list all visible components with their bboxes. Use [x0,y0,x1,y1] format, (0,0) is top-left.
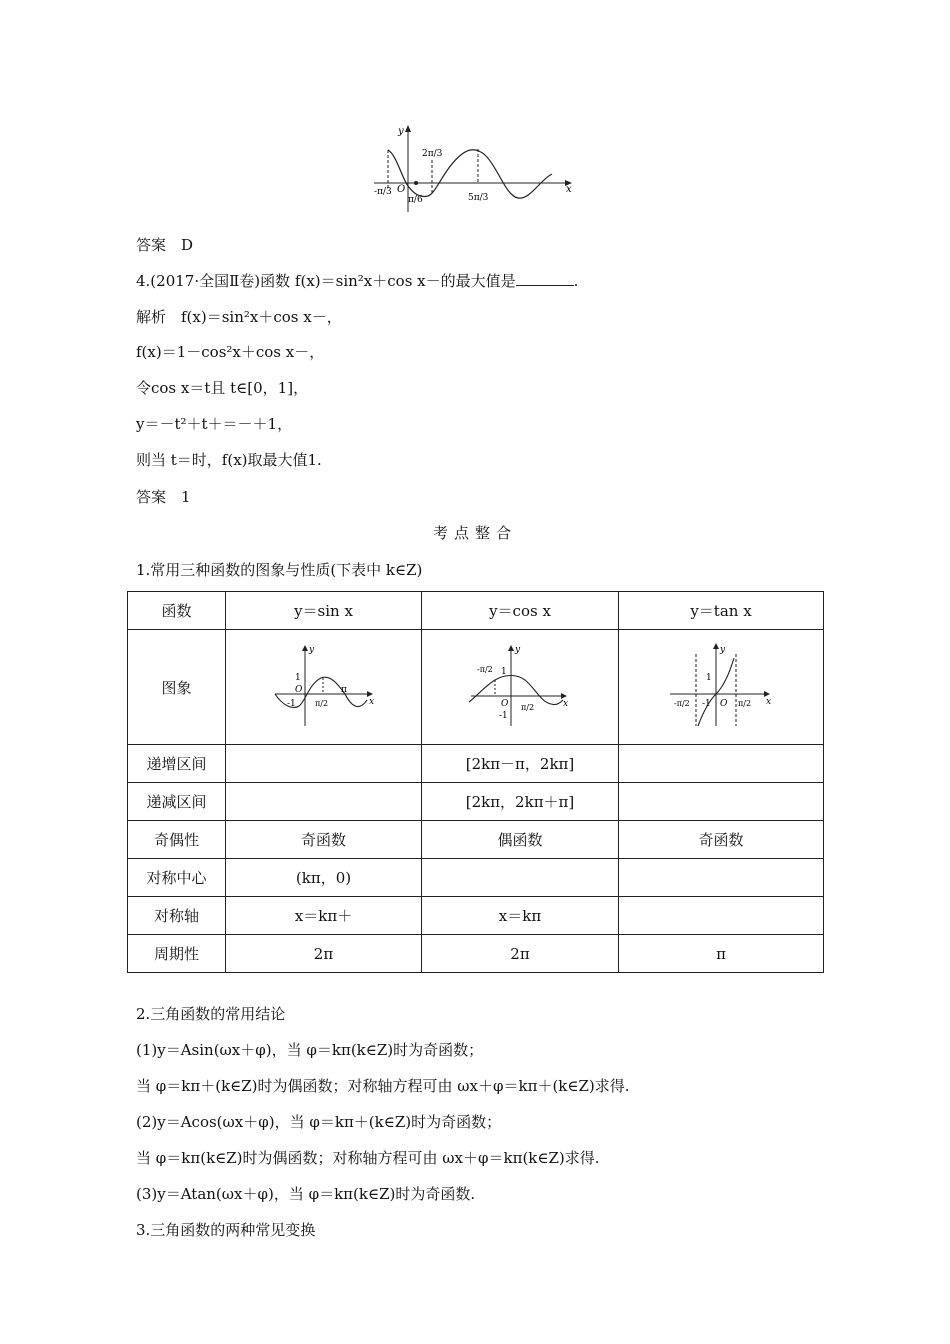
top-function-graph [370,122,580,214]
curve [388,150,552,198]
table-cell: x＝kπ [422,897,619,935]
header-cell: y＝sin x [226,592,422,630]
sin-graph-cell [226,630,422,745]
table-row [128,897,824,935]
conclusion-line-1: (1)y＝Asin(ωx＋φ)，当 φ＝kπ(k∈Z)时为奇函数； [136,1041,484,1059]
mini-one-label: 1 [501,667,507,677]
row-label: 对称轴 [128,897,226,935]
trig-properties-table [127,591,824,973]
cos-graph-cell [422,630,619,745]
table-cell: (kπ，0) [226,859,422,897]
table-row [128,745,824,783]
mini-y-label: y [720,645,726,655]
table-cell [226,783,422,821]
table-row [128,935,824,973]
table-row-graphs [128,630,824,745]
mini-neg-pi-2-label: -π/2 [674,699,690,708]
solution-line-4: y＝－t²＋t＋＝－＋1， [136,415,293,433]
item-1-heading: 1.常用三种函数的图象与性质(下表中 k∈Z) [136,561,423,579]
arrow-icon [713,643,719,649]
solution-line-1: 解析 f(x)＝sin²x＋cos x－， [136,308,342,326]
arrow-icon [508,645,514,651]
mini-one-label: 1 [706,673,712,683]
mini-pi-2-label: π/2 [314,699,328,708]
table-cell: 奇函数 [226,821,422,859]
table-cell [619,745,824,783]
row-label: 递增区间 [128,745,226,783]
solution-line-5: 则当 t＝时，f(x)取最大值1. [136,451,322,469]
mini-x-label: x [766,697,772,707]
table-cell: 奇函数 [619,821,824,859]
row-label: 奇偶性 [128,821,226,859]
table-row [128,859,824,897]
solution-line-2: f(x)＝1－cos²x＋cos x－， [136,343,325,361]
header-cell: y＝tan x [619,592,824,630]
mini-y-label: y [515,645,521,655]
row-label: 对称中心 [128,859,226,897]
header-cell: 函数 [128,592,226,630]
tan-graph-cell [619,630,824,745]
conclusion-line-5: (3)y＝Atan(ωx＋φ)，当 φ＝kπ(k∈Z)时为奇函数. [136,1185,476,1203]
y-axis-arrow-icon [405,125,411,132]
mini-one-label: 1 [294,673,301,683]
row-label: 递减区间 [128,783,226,821]
sin-graph [269,640,379,730]
tan-graph [666,640,776,730]
item-2-heading: 2.三角函数的常用结论 [136,1005,286,1023]
item-3-heading: 3.三角函数的两种常见变换 [136,1221,316,1239]
mini-neg-one-label: -1 [702,699,711,709]
mini-pi-2-label: π/2 [738,699,752,708]
axis-x-label: x [566,184,572,195]
mini-origin-label: O [294,685,302,695]
section-title: 考点整合 [432,524,517,542]
table-cell: x＝kπ＋ [226,897,422,935]
question-4-end: . [573,272,579,290]
answer-blank [516,271,574,286]
mini-neg-one-label: -1 [286,699,296,709]
table-cell: [2kπ－π，2kπ] [422,745,619,783]
label-2pi-3: 2π/3 [422,149,443,159]
table-cell [619,783,824,821]
mini-neg-pi-2-label: -π/2 [477,665,493,674]
question-4-text: 4.(2017·全国Ⅱ卷)函数 f(x)＝sin²x＋cos x－的最大值是 [136,272,516,290]
solution-line-3: 令cos x＝t且 t∈[0，1]， [136,379,309,397]
table-cell [619,897,824,935]
label-neg-pi-3: -π/3 [374,187,392,197]
table-cell: 偶函数 [422,821,619,859]
mini-x-label: x [563,699,569,709]
conclusion-line-4: 当 φ＝kπ(k∈Z)时为偶函数；对称轴方程可由 ωx＋φ＝kπ(k∈Z)求得. [136,1149,600,1167]
answer-d: 答案 D [136,236,194,254]
table-cell: 2π [422,935,619,973]
axis-y-label: y [398,126,404,137]
table-cell: [2kπ，2kπ＋π] [422,783,619,821]
table-cell [422,859,619,897]
table-header-row [128,592,824,630]
conclusion-line-2: 当 φ＝kπ＋(k∈Z)时为偶函数；对称轴方程可由 ωx＋φ＝kπ＋(k∈Z)求得. [136,1077,630,1095]
answer-1: 答案 1 [136,488,191,506]
table-cell: π [619,935,824,973]
mini-origin-label: O [720,699,728,709]
row-label: 周期性 [128,935,226,973]
label-5pi-3: 5π/3 [468,193,489,203]
mini-origin-label: O [501,699,509,709]
origin-label: O [397,184,406,195]
row-label: 图象 [128,630,226,745]
conclusion-line-3: (2)y＝Acos(ωx＋φ)，当 φ＝kπ＋(k∈Z)时为奇函数； [136,1113,502,1131]
question-4 [136,271,578,291]
mini-x-label: x [368,697,374,707]
table-row [128,821,824,859]
header-cell: y＝cos x [422,592,619,630]
mini-pi-label: π [340,685,347,695]
mini-neg-one-label: -1 [499,711,508,721]
table-cell: 2π [226,935,422,973]
mini-pi-2-label: π/2 [521,703,535,712]
arrow-icon [302,645,308,651]
mini-y-label: y [308,645,314,655]
table-cell [226,745,422,783]
cos-graph [465,640,575,730]
point-pi-6 [414,181,418,185]
table-cell [619,859,824,897]
label-pi-6: π/6 [408,195,423,205]
table-row [128,783,824,821]
